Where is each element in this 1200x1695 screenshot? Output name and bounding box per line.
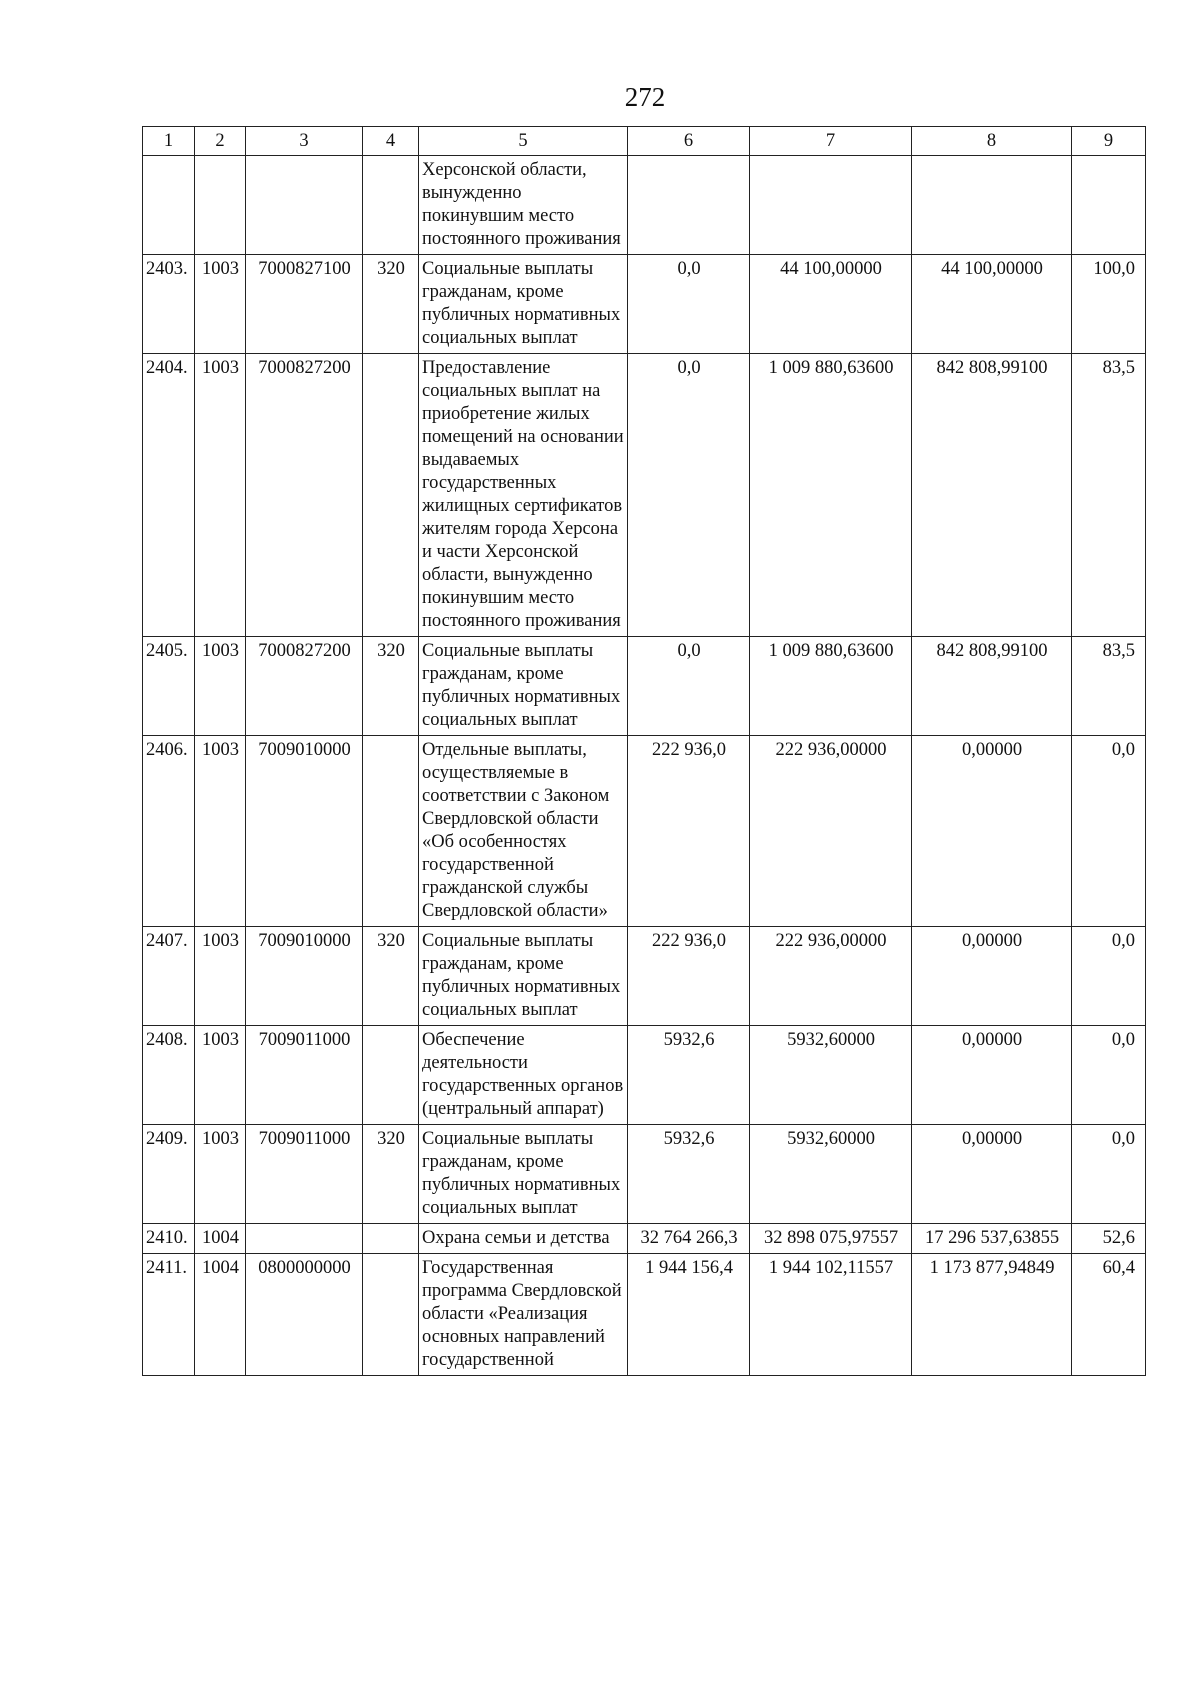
expense-type-cell: 320 (363, 637, 419, 736)
executed-amount-cell: 17 296 537,63855 (912, 1224, 1072, 1254)
target-article-cell (246, 156, 363, 255)
section-code-cell (195, 156, 246, 255)
refined-amount-cell (750, 156, 912, 255)
percent-cell: 0,0 (1072, 927, 1146, 1026)
target-article-cell (246, 1224, 363, 1254)
description-cell: Предоставление социальных выплат на приобретение жилых помещений на основании выдаваемых государственных жилищных сертификатов жителям города Херсона и части Херсонской области, вынужденно покинувшим место постоянного проживания (419, 354, 628, 637)
target-article-cell: 7000827200 (246, 354, 363, 637)
percent-cell: 0,0 (1072, 736, 1146, 927)
row-number-cell: 2408. (143, 1026, 195, 1125)
column-header: 4 (363, 127, 419, 156)
executed-amount-cell: 44 100,00000 (912, 255, 1072, 354)
target-article-cell: 0800000000 (246, 1254, 363, 1376)
percent-cell: 0,0 (1072, 1026, 1146, 1125)
column-header: 5 (419, 127, 628, 156)
percent-cell: 52,6 (1072, 1224, 1146, 1254)
description-cell: Обеспечение деятельности государственных органов (центральный аппарат) (419, 1026, 628, 1125)
executed-amount-cell: 842 808,99100 (912, 637, 1072, 736)
column-header: 8 (912, 127, 1072, 156)
refined-amount-cell: 5932,60000 (750, 1026, 912, 1125)
row-number-cell: 2411. (143, 1254, 195, 1376)
approved-amount-cell: 222 936,0 (628, 736, 750, 927)
section-code-cell: 1003 (195, 1026, 246, 1125)
refined-amount-cell: 222 936,00000 (750, 736, 912, 927)
approved-amount-cell: 0,0 (628, 354, 750, 637)
section-code-cell: 1003 (195, 637, 246, 736)
executed-amount-cell: 0,00000 (912, 927, 1072, 1026)
expense-type-cell: 320 (363, 255, 419, 354)
approved-amount-cell: 0,0 (628, 255, 750, 354)
expense-type-cell: 320 (363, 1125, 419, 1224)
description-cell: Социальные выплаты гражданам, кроме публичных нормативных социальных выплат (419, 927, 628, 1026)
column-header: 7 (750, 127, 912, 156)
column-header: 3 (246, 127, 363, 156)
row-number-cell: 2404. (143, 354, 195, 637)
target-article-cell: 7000827100 (246, 255, 363, 354)
description-cell: Охрана семьи и детства (419, 1224, 628, 1254)
section-code-cell: 1003 (195, 354, 246, 637)
row-number-cell: 2407. (143, 927, 195, 1026)
description-cell: Херсонской области, вынужденно покинувшим место постоянного проживания (419, 156, 628, 255)
table-row (143, 927, 1146, 1026)
target-article-cell: 7009011000 (246, 1026, 363, 1125)
row-number-cell: 2409. (143, 1125, 195, 1224)
executed-amount-cell: 1 173 877,94849 (912, 1254, 1072, 1376)
row-number-cell: 2403. (143, 255, 195, 354)
description-cell: Социальные выплаты гражданам, кроме публичных нормативных социальных выплат (419, 637, 628, 736)
refined-amount-cell: 44 100,00000 (750, 255, 912, 354)
percent-cell: 83,5 (1072, 354, 1146, 637)
expense-type-cell (363, 156, 419, 255)
table-row (143, 736, 1146, 927)
target-article-cell: 7009010000 (246, 736, 363, 927)
row-number-cell (143, 156, 195, 255)
refined-amount-cell: 1 009 880,63600 (750, 354, 912, 637)
approved-amount-cell: 1 944 156,4 (628, 1254, 750, 1376)
description-cell: Отдельные выплаты, осуществляемые в соответствии с Законом Свердловской области «Об особенностях государственной гражданской службы Свердловской области» (419, 736, 628, 927)
approved-amount-cell (628, 156, 750, 255)
table-row (143, 156, 1146, 255)
section-code-cell: 1003 (195, 255, 246, 354)
percent-cell: 83,5 (1072, 637, 1146, 736)
executed-amount-cell: 842 808,99100 (912, 354, 1072, 637)
target-article-cell: 7009011000 (246, 1125, 363, 1224)
expense-type-cell (363, 736, 419, 927)
percent-cell: 60,4 (1072, 1254, 1146, 1376)
percent-cell: 0,0 (1072, 1125, 1146, 1224)
table-row (143, 1026, 1146, 1125)
column-header: 9 (1072, 127, 1146, 156)
column-header: 2 (195, 127, 246, 156)
row-number-cell: 2406. (143, 736, 195, 927)
refined-amount-cell: 32 898 075,97557 (750, 1224, 912, 1254)
description-cell: Социальные выплаты гражданам, кроме публичных нормативных социальных выплат (419, 255, 628, 354)
approved-amount-cell: 32 764 266,3 (628, 1224, 750, 1254)
executed-amount-cell (912, 156, 1072, 255)
expense-type-cell (363, 354, 419, 637)
table-row (143, 637, 1146, 736)
executed-amount-cell: 0,00000 (912, 736, 1072, 927)
table-row (143, 1125, 1146, 1224)
expense-type-cell (363, 1254, 419, 1376)
section-code-cell: 1003 (195, 1125, 246, 1224)
table-row (143, 354, 1146, 637)
row-number-cell: 2405. (143, 637, 195, 736)
executed-amount-cell: 0,00000 (912, 1026, 1072, 1125)
row-number-cell: 2410. (143, 1224, 195, 1254)
percent-cell (1072, 156, 1146, 255)
executed-amount-cell: 0,00000 (912, 1125, 1072, 1224)
description-cell: Государственная программа Свердловской области «Реализация основных направлений государственной (419, 1254, 628, 1376)
section-code-cell: 1004 (195, 1224, 246, 1254)
expense-type-cell (363, 1224, 419, 1254)
section-code-cell: 1003 (195, 927, 246, 1026)
section-code-cell: 1003 (195, 736, 246, 927)
target-article-cell: 7000827200 (246, 637, 363, 736)
refined-amount-cell: 222 936,00000 (750, 927, 912, 1026)
percent-cell: 100,0 (1072, 255, 1146, 354)
table-row (143, 255, 1146, 354)
column-header: 6 (628, 127, 750, 156)
refined-amount-cell: 1 944 102,11557 (750, 1254, 912, 1376)
budget-table (142, 126, 1146, 1376)
refined-amount-cell: 1 009 880,63600 (750, 637, 912, 736)
section-code-cell: 1004 (195, 1254, 246, 1376)
page-number: 272 (624, 82, 666, 112)
description-cell: Социальные выплаты гражданам, кроме публичных нормативных социальных выплат (419, 1125, 628, 1224)
target-article-cell: 7009010000 (246, 927, 363, 1026)
table-row (143, 1254, 1146, 1376)
approved-amount-cell: 5932,6 (628, 1125, 750, 1224)
approved-amount-cell: 0,0 (628, 637, 750, 736)
expense-type-cell (363, 1026, 419, 1125)
approved-amount-cell: 5932,6 (628, 1026, 750, 1125)
expense-type-cell: 320 (363, 927, 419, 1026)
table-row (143, 1224, 1146, 1254)
header-row (143, 127, 1146, 156)
column-header: 1 (143, 127, 195, 156)
refined-amount-cell: 5932,60000 (750, 1125, 912, 1224)
approved-amount-cell: 222 936,0 (628, 927, 750, 1026)
